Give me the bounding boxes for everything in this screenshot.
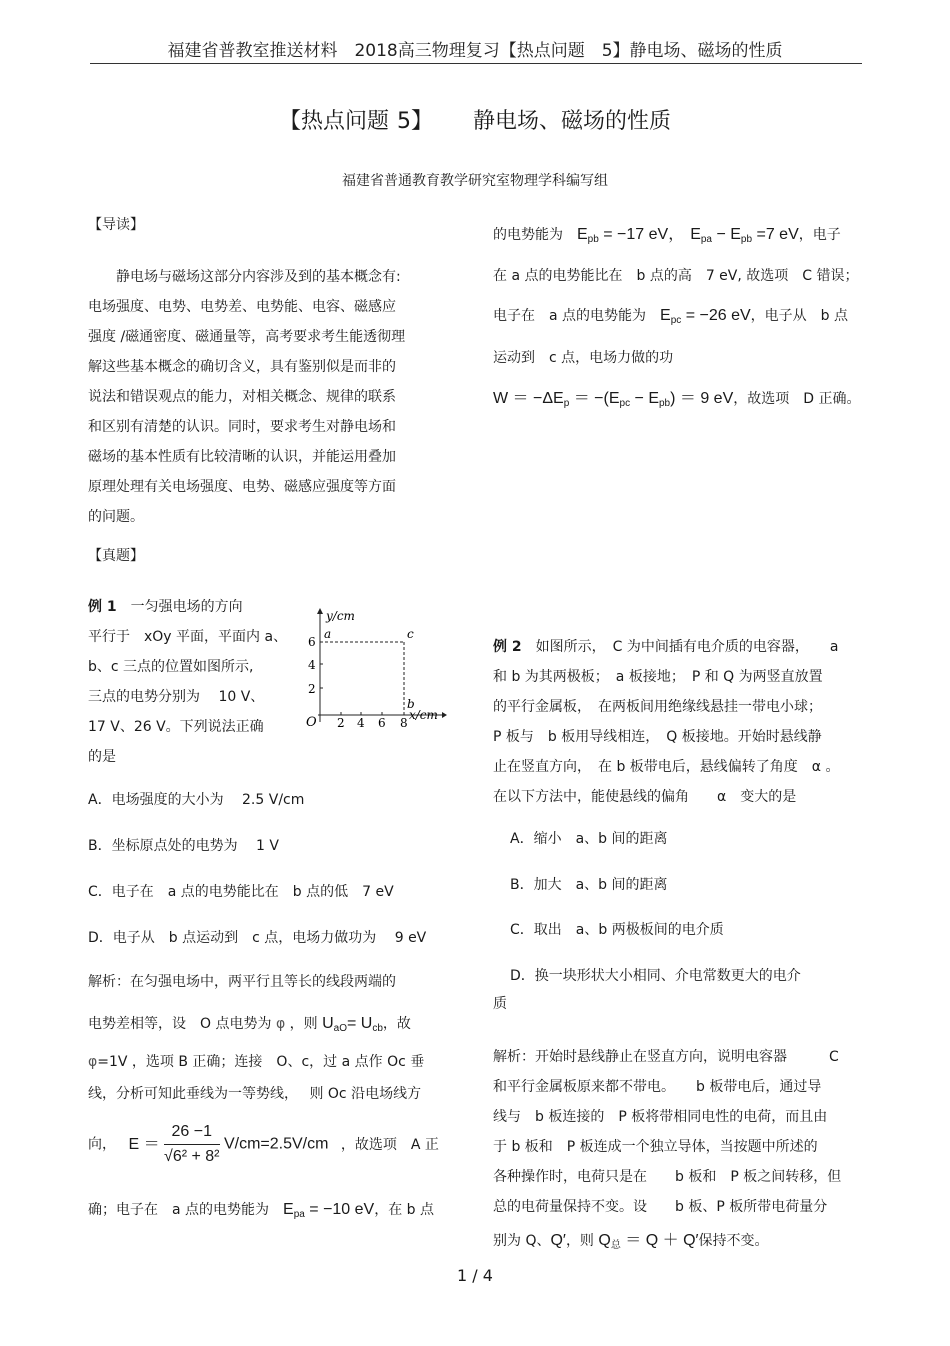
intro-heading: 【导读】 [88,217,144,233]
stem-line: 17 V、26 V。下列说法正确 [88,719,264,735]
x-tick-label: 4 [357,716,365,728]
right-line: 电子在 a 点的电势能为 $E_{pc} = -26$ eV，电子从 b 点 [493,307,848,326]
running-header: 福建省普教室推送材料 2018高三物理复习【热点问题 5】静电场、磁场的性质 [167,41,783,61]
analysis-line: 于 b 板和 P 板连成一个独立导体，当按题中所述的 [493,1139,818,1155]
y-arrow-icon [317,608,323,614]
y-tick-label: 2 [308,682,316,696]
ex2-option-a: A．缩小 a、b 间的距离 [510,831,668,847]
x-arrow-icon [442,712,447,718]
example2-stem [493,632,839,812]
page-title [0,104,950,135]
analysis-line: φ=1V ，选项 B 正确；连接 O、c，过 a 点作 Oc 垂 [88,1054,425,1070]
analysis-line: 别为 Q、Q′，则 $Q_总 = Q + Q'$保持不变。 [493,1232,769,1251]
right-line: 运动到 c 点，电场力做的功 [493,350,674,366]
intro-line: 电场强度、电势、电势差、电势能、电容、磁感应 [88,299,396,315]
analysis-line: 线与 b 板连接的 P 板将带相同电性的电荷，而且由 [493,1109,828,1125]
phi-symbol: φ [88,1054,98,1070]
point-c-label: c [407,627,414,641]
analysis-line: 总的电荷量保持不变。设 b 板、P 板所带电荷量分 [493,1199,828,1215]
example1-stem [88,592,287,772]
stem-line: b、c 三点的位置如图所示, [88,659,254,675]
stem-line: 止在竖直方向， 在 b 板带电后，悬线偏转了角度 α 。 [493,759,840,775]
example2-label: 例 2 [493,639,522,655]
option-c: C．电子在 a 点的电势能比在 b 点的低 7 eV [88,884,394,900]
right-line: 在 a 点的电势能比在 b 点的高 7 eV, 故选项 C 错误； [493,268,859,284]
intro-line: 说法和错误观点的能力，对相关概念、规律的联系 [88,389,396,405]
stem-line: 在以下方法中，能使悬线的偏角 α 变大的是 [493,789,797,805]
title-main: 静电场、磁场的性质 [473,109,672,134]
zhenti-heading: 【真题】 [88,548,144,564]
analysis-line-formula: 向， E ＝ $\frac{26 -1}{\text{√6² + 8²}}$ V/cm=2.5V/cm ，故选项 A 正 [88,1123,439,1165]
title-prefix: 【热点问题 [278,109,389,134]
x-tick-label: 8 [400,716,408,728]
title-number: 5】 [397,109,433,134]
ex2-option-b: B．加大 a、b 间的距离 [510,877,668,893]
stem-line: 的是 [88,749,116,765]
option-d: D．电子从 b 点运动到 c 点，电场力做功为 9 eV [88,930,427,946]
intro-line: 静电场与磁场这部分内容涉及到的基本概念有: [88,269,401,285]
point-b-label: b [407,697,415,711]
analysis-line: 解析：开始时悬线静止在竖直方向，说明电容器 C [493,1049,839,1065]
phi-symbol: φ [275,1016,286,1032]
header-rule [90,63,862,64]
intro-line: 的问题。 [88,509,144,525]
intro-line: 磁场的基本性质有比较清晰的认识，并能运用叠加 [88,449,396,465]
analysis-line: 线，分析可知此垂线为一等势线， 则 Oc 沿电场线方 [88,1086,422,1102]
stem-line: 平行于 xOy 平面，平面内 a、 [88,629,288,645]
ex2-option-d: D．换一块形状大小相同、介电常数更大的电介 [510,968,801,984]
fraction: $\frac{26 -1}{\text{√6² + 8²}}$ [164,1123,220,1165]
stem-line: 和 b 为其两极板； a 板接地； P 和 Q 为两竖直放置 [493,669,823,685]
stem-line: 三点的电势分别为 10 V、 [88,689,265,705]
x-tick-label: 2 [337,716,345,728]
coordinate-figure [296,604,448,728]
page-number: 1 / 4 [457,1266,493,1285]
origin-label: O [306,715,317,728]
intro-line: 原理处理有关电场强度、电势、磁感应强度等方面 [88,479,396,495]
y-tick-label: 6 [308,635,316,649]
intro-paragraph [88,262,405,532]
stem-line: 一匀强电场的方向 [130,599,243,615]
author-line: 福建省普通教育教学研究室物理学科编写组 [342,173,608,189]
y-axis-label: y/cm [326,609,355,623]
analysis-line: 电势差相等，设 O 点电势为 φ ，则 $U_{aO}= U_{cb}$，故 [88,1015,411,1034]
example1-label: 例 1 [88,599,117,615]
x-axis-label: x/cm [409,708,438,722]
intro-line: 强度 /磁通密度、磁通量等，高考要求考生能透彻理 [88,329,406,345]
intro-line: 解这些基本概念的确切含义，具有鉴别似是而非的 [88,359,396,375]
option-b: B．坐标原点处的电势为 1 V [88,838,279,854]
example2-analysis [493,1042,841,1222]
y-tick-label: 4 [308,658,316,672]
analysis-line: 和平行金属板原来都不带电。 b 板带电后，通过导 [493,1079,822,1095]
stem-line: 的平行金属板， 在两板间用绝缘线悬挂一带电小球； [493,699,822,715]
intro-line: 和区别有清楚的认识。同时，要求考生对静电场和 [88,419,396,435]
right-line-formula: $W = -\Delta E_p = -(E_{pc} - E_{pb}) = 9$ eV，故选项 D 正确。 [493,390,861,409]
point-a-label: a [324,627,332,641]
ex2-option-d-cont: 质 [493,996,507,1012]
analysis-line: 解析：在匀强电场中，两平行且等长的线段两端的 [88,974,396,990]
stem-line: P 板与 b 板用导线相连， Q 板接地。开始时悬线静 [493,729,822,745]
right-line: 的电势能为 $E_{pb} = -17$ eV， $E_{pa} - E_{pb} =7$ eV，电子 [493,226,841,245]
analysis-line: 确；电子在 a 点的电势能为 $E_{pa} = -10$ eV，在 b 点 [88,1201,435,1220]
x-tick-label: 6 [378,716,386,728]
option-a: A．电场强度的大小为 2.5 V/cm [88,792,305,808]
analysis-line: 各种操作时，电荷只是在 b 板和 P 板之间转移，但 [493,1169,842,1185]
stem-line: 如图所示， C 为中间插有电介质的电容器， a [535,639,839,655]
ex2-option-c: C．取出 a、b 两极板间的电介质 [510,922,724,938]
